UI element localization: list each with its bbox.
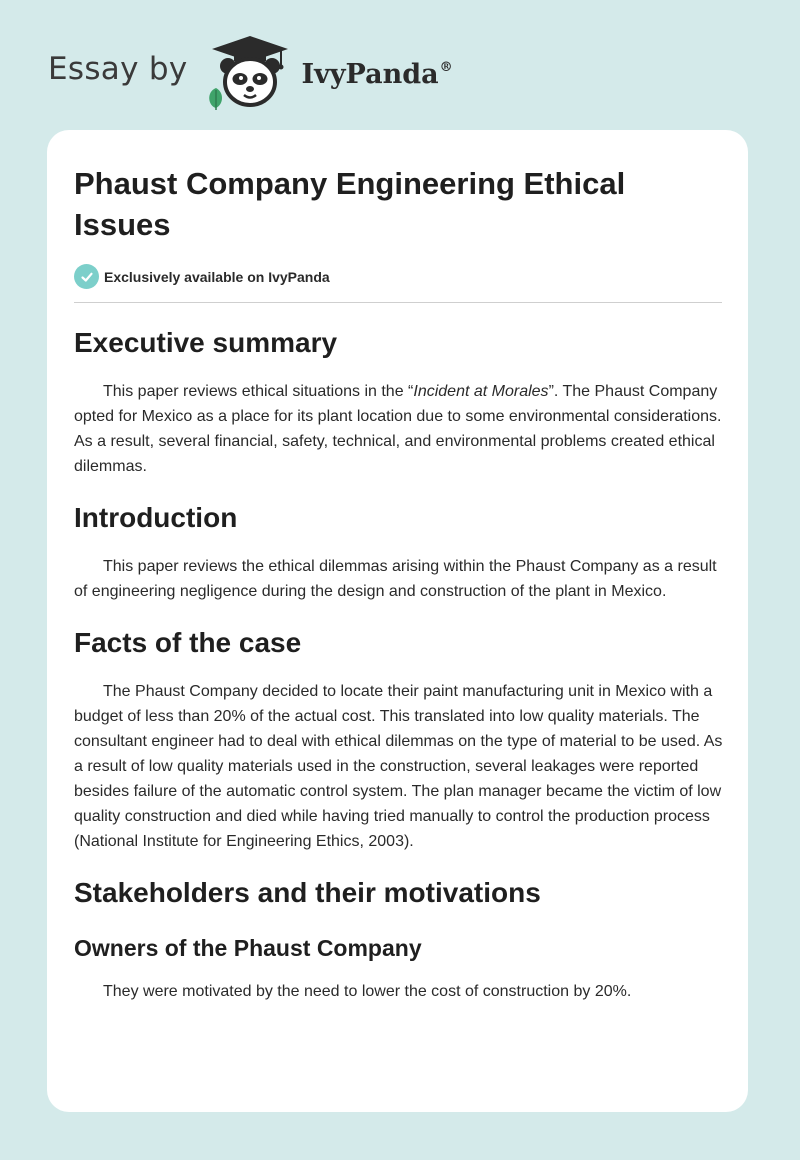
- divider: [74, 302, 722, 303]
- section-heading-stakeholders: Stakeholders and their motivations: [74, 877, 541, 908]
- paragraph-executive-summary: This paper reviews ethical situations in the “Incident at Morales”. The Phaust Company opted for Mexico as a place for its plant location due to some environmental considerations. As a result, several financial, safety, technical, and environmental problems created ethical dilemmas.: [74, 383, 722, 475]
- article-body: [74, 324, 724, 1004]
- brand-name: IvyPanda®: [301, 58, 453, 90]
- essay-by-label: Essay by: [48, 51, 188, 87]
- trademark-symbol: ®: [439, 59, 453, 75]
- page-title: Phaust Company Engineering Ethical Issues: [74, 166, 626, 242]
- checkmark-icon: [74, 264, 99, 289]
- badge-label: Exclusively available on IvyPanda: [104, 268, 330, 285]
- case-title-italic: Incident at Morales: [413, 383, 549, 400]
- subsection-heading-owners: Owners of the Phaust Company: [74, 935, 422, 961]
- section-heading-executive-summary: Executive summary: [74, 327, 338, 358]
- paragraph-owners: They were motivated by the need to lower the cost of construction by 20%.: [103, 983, 632, 1000]
- exclusive-badge: [74, 264, 330, 289]
- panda-mascot-icon: [204, 34, 296, 110]
- paragraph-introduction: This paper reviews the ethical dilemmas arising within the Phaust Company as a result of engineering negligence during the design and construction of the plant in Mexico.: [74, 558, 717, 600]
- paragraph-facts: The Phaust Company decided to locate their paint manufacturing unit in Mexico with a budget of less than 20% of the actual cost. This translated into low quality materials. The consultant engineer had to deal with ethical dilemmas on the type of material to be used. As a result of low quality materials used in the construction, several leakages were reported besides failure of the automatic control system. The plan manager became the victim of low quality construction and died while having tried manually to control the production process (National Institute for Engineering Ethics, 2003).: [74, 683, 723, 850]
- section-heading-facts: Facts of the case: [74, 627, 302, 658]
- site-header: [48, 34, 453, 110]
- section-heading-introduction: Introduction: [74, 502, 238, 533]
- ivypanda-logo[interactable]: [204, 34, 453, 110]
- article-card: [47, 130, 748, 1112]
